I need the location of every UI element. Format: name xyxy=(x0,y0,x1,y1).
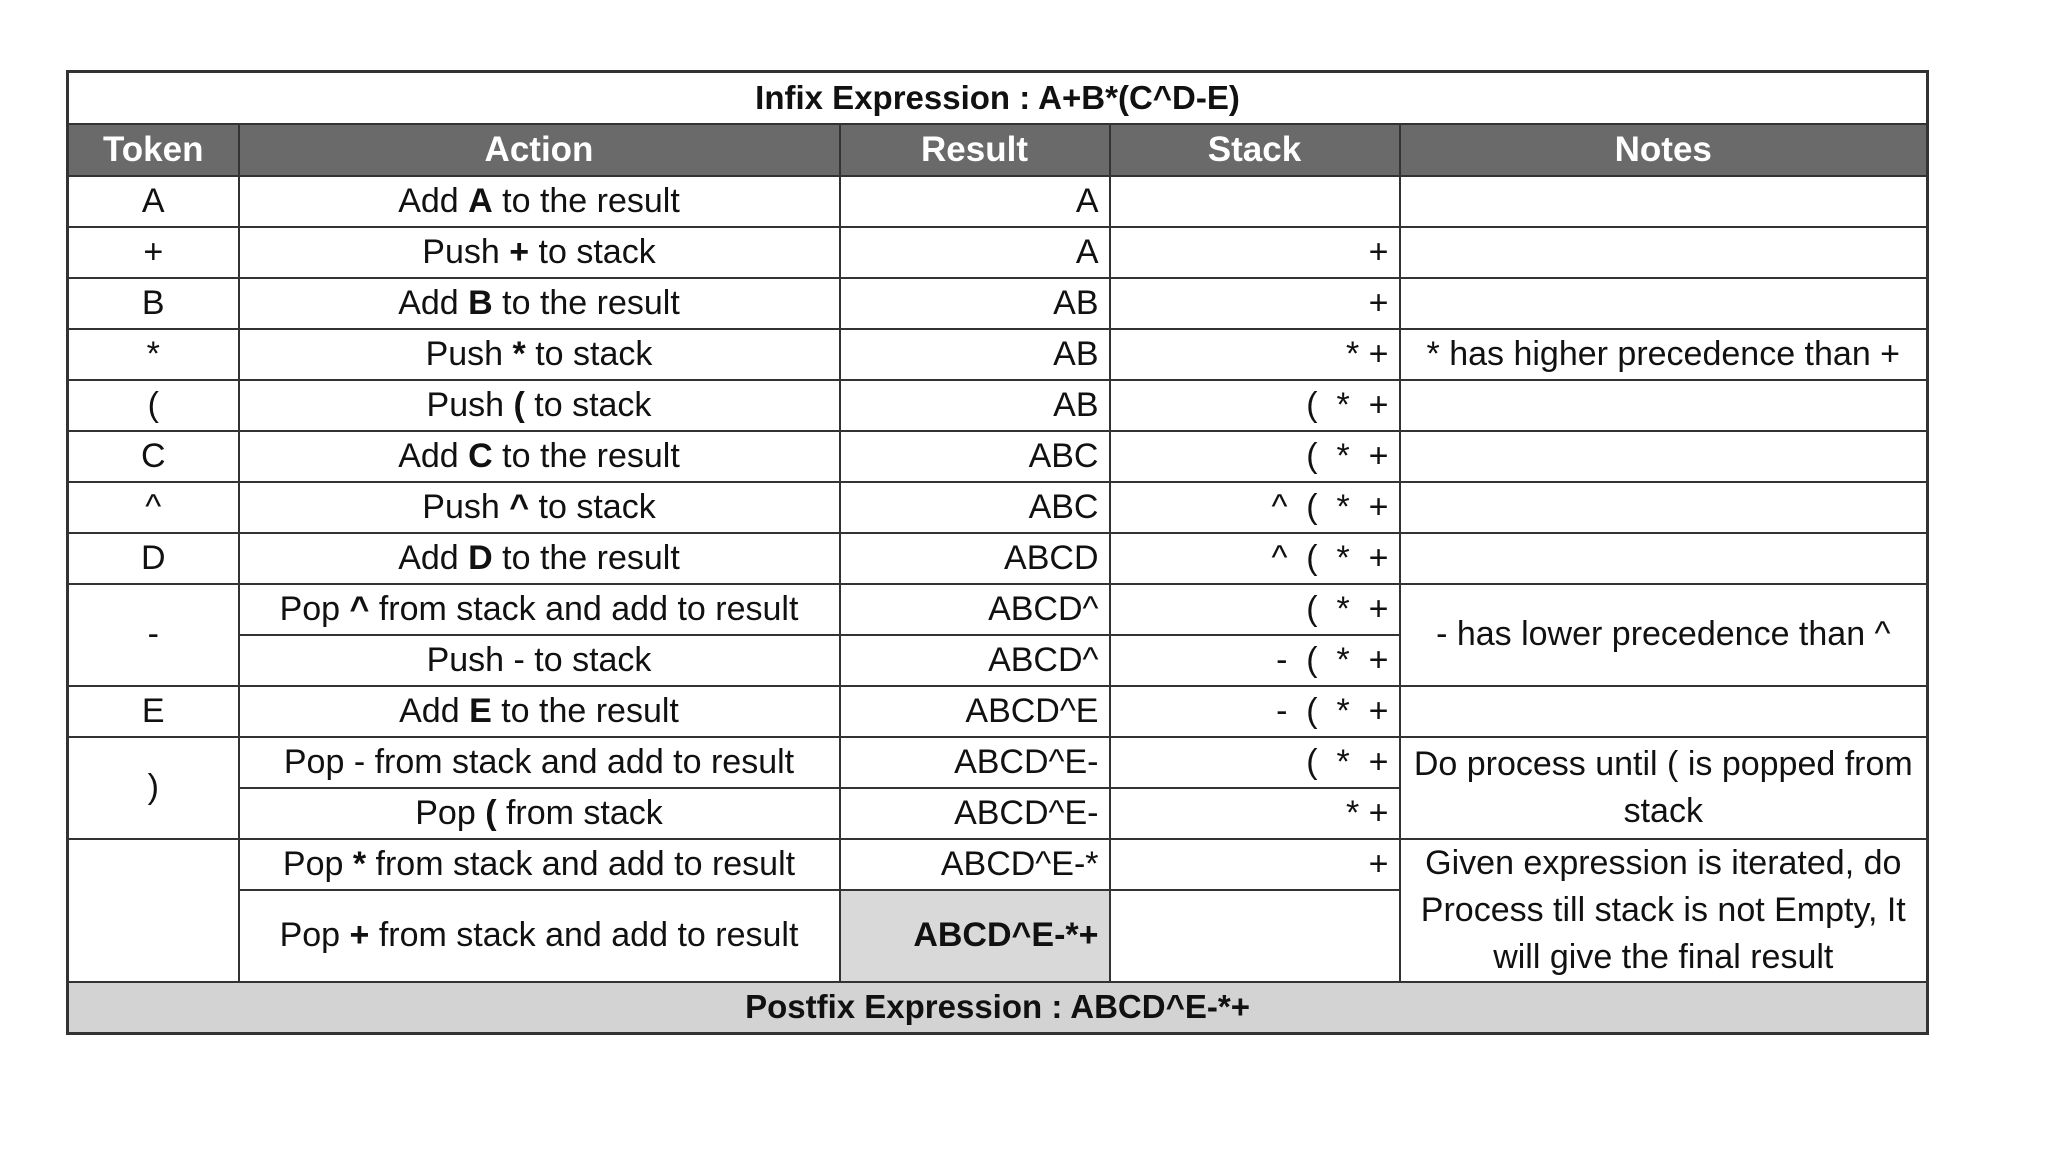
table-row xyxy=(68,380,1928,431)
table-row xyxy=(68,482,1928,533)
stack-cell: ( * + xyxy=(1110,584,1400,635)
action-cell xyxy=(239,533,840,584)
action-text: to the result xyxy=(492,181,680,220)
action-cell xyxy=(239,482,840,533)
action-text: Add xyxy=(398,538,469,577)
result-cell: ABCD xyxy=(840,533,1110,584)
notes-cell: Given expression is iterated, do Process till stack is not Empty, It will give the final result xyxy=(1400,839,1928,982)
action-operand: * xyxy=(512,334,526,373)
conversion-table-container xyxy=(66,70,1926,1035)
footer-row xyxy=(68,982,1928,1034)
stack-cell: + xyxy=(1110,839,1400,891)
action-text: to the result xyxy=(492,538,680,577)
action-text: Pop xyxy=(279,589,350,628)
action-cell xyxy=(239,584,840,635)
table-row xyxy=(68,533,1928,584)
stack-cell: - ( * + xyxy=(1110,686,1400,737)
stack-cell xyxy=(1110,176,1400,227)
table-row xyxy=(68,584,1928,635)
action-text: Push xyxy=(426,385,514,424)
table-row xyxy=(68,431,1928,482)
title-row xyxy=(68,72,1928,124)
table-row xyxy=(68,176,1928,227)
action-cell xyxy=(239,380,840,431)
action-text: Add xyxy=(398,181,469,220)
result-cell: ABCD^ xyxy=(840,584,1110,635)
header-row xyxy=(68,124,1928,176)
token-cell: ( xyxy=(68,380,239,431)
action-text: from stack and add to result xyxy=(366,844,796,883)
token-cell: A xyxy=(68,176,239,227)
infix-to-postfix-table xyxy=(66,70,1929,1035)
stack-cell: ^ ( * + xyxy=(1110,533,1400,584)
action-text: Push xyxy=(422,232,510,271)
notes-cell: - has lower precedence than ^ xyxy=(1400,584,1928,686)
action-operand: D xyxy=(468,538,493,577)
action-text: Pop - from stack and add to result xyxy=(283,742,795,781)
infix-expression-title: Infix Expression : A+B*(C^D-E) xyxy=(68,72,1928,124)
token-cell xyxy=(68,839,239,982)
table-row xyxy=(68,839,1928,891)
action-text: to stack xyxy=(529,487,656,526)
token-cell: C xyxy=(68,431,239,482)
token-cell: * xyxy=(68,329,239,380)
notes-cell xyxy=(1400,431,1928,482)
token-cell: + xyxy=(68,227,239,278)
result-cell: ABC xyxy=(840,431,1110,482)
token-cell: - xyxy=(68,584,239,686)
stack-cell: * + xyxy=(1110,329,1400,380)
notes-cell xyxy=(1400,176,1928,227)
action-cell xyxy=(239,686,840,737)
result-cell: ABC xyxy=(840,482,1110,533)
action-operand: * xyxy=(352,844,367,883)
action-text: from stack and add to result xyxy=(369,589,799,628)
token-cell: D xyxy=(68,533,239,584)
action-cell xyxy=(239,329,840,380)
action-cell xyxy=(239,431,840,482)
action-text: to the result xyxy=(492,436,680,475)
action-text: to the result xyxy=(491,691,679,730)
notes-cell xyxy=(1400,227,1928,278)
action-operand: A xyxy=(468,181,493,220)
action-cell xyxy=(239,635,840,686)
action-operand: B xyxy=(468,283,493,322)
action-text: Add xyxy=(398,436,469,475)
result-cell: AB xyxy=(840,278,1110,329)
notes-cell xyxy=(1400,278,1928,329)
result-cell: ABCD^E- xyxy=(840,737,1110,788)
action-text: Pop xyxy=(279,916,350,955)
action-cell xyxy=(239,839,840,891)
action-cell xyxy=(239,890,840,981)
action-operand: ^ xyxy=(509,487,530,526)
result-cell: AB xyxy=(840,329,1110,380)
action-operand: + xyxy=(349,916,370,955)
action-operand: C xyxy=(468,436,493,475)
stack-cell: - ( * + xyxy=(1110,635,1400,686)
action-text: Push xyxy=(422,487,510,526)
action-operand: ( xyxy=(513,385,525,424)
postfix-expression-footer: Postfix Expression : ABCD^E-*+ xyxy=(68,982,1928,1034)
action-operand: ( xyxy=(485,793,497,832)
action-text: Add xyxy=(398,283,469,322)
result-cell: A xyxy=(840,176,1110,227)
action-text: from stack and add to result xyxy=(369,916,799,955)
result-cell: ABCD^ xyxy=(840,635,1110,686)
column-header-token: Token xyxy=(68,124,239,176)
action-text: from stack xyxy=(496,793,663,832)
notes-cell xyxy=(1400,686,1928,737)
stack-cell: ( * + xyxy=(1110,431,1400,482)
action-cell xyxy=(239,737,840,788)
action-cell xyxy=(239,176,840,227)
column-header-action: Action xyxy=(239,124,840,176)
notes-cell: Do process until ( is popped from stack xyxy=(1400,737,1928,839)
action-text: to the result xyxy=(492,283,680,322)
stack-cell: + xyxy=(1110,278,1400,329)
result-cell: A xyxy=(840,227,1110,278)
action-text: to stack xyxy=(524,385,652,424)
token-cell: ) xyxy=(68,737,239,839)
action-text: to stack xyxy=(529,232,656,271)
action-cell xyxy=(239,278,840,329)
table-row xyxy=(68,278,1928,329)
action-cell xyxy=(239,788,840,839)
action-text: Push - to stack xyxy=(426,640,652,679)
stack-cell: ( * + xyxy=(1110,737,1400,788)
stack-cell: * + xyxy=(1110,788,1400,839)
notes-cell: * has higher precedence than + xyxy=(1400,329,1928,380)
action-cell xyxy=(239,227,840,278)
result-cell: ABCD^E xyxy=(840,686,1110,737)
action-operand: + xyxy=(509,232,530,271)
notes-cell xyxy=(1400,533,1928,584)
notes-cell xyxy=(1400,482,1928,533)
column-header-notes: Notes xyxy=(1400,124,1928,176)
action-text: Pop xyxy=(282,844,353,883)
action-text: Add xyxy=(399,691,470,730)
action-text: Pop xyxy=(415,793,486,832)
table-row xyxy=(68,227,1928,278)
column-header-result: Result xyxy=(840,124,1110,176)
result-cell: ABCD^E- xyxy=(840,788,1110,839)
stack-cell: ^ ( * + xyxy=(1110,482,1400,533)
table-row xyxy=(68,737,1928,788)
column-header-stack: Stack xyxy=(1110,124,1400,176)
action-text: to stack xyxy=(525,334,653,373)
notes-cell xyxy=(1400,380,1928,431)
stack-cell: + xyxy=(1110,227,1400,278)
result-cell: ABCD^E-* xyxy=(840,839,1110,891)
stack-cell: ( * + xyxy=(1110,380,1400,431)
action-operand: E xyxy=(469,691,492,730)
stack-cell xyxy=(1110,890,1400,981)
token-cell: ^ xyxy=(68,482,239,533)
result-cell: AB xyxy=(840,380,1110,431)
token-cell: B xyxy=(68,278,239,329)
action-text: Push xyxy=(425,334,513,373)
token-cell: E xyxy=(68,686,239,737)
table-row xyxy=(68,686,1928,737)
action-operand: ^ xyxy=(349,589,370,628)
table-row xyxy=(68,329,1928,380)
final-result-cell: ABCD^E-*+ xyxy=(840,890,1110,981)
